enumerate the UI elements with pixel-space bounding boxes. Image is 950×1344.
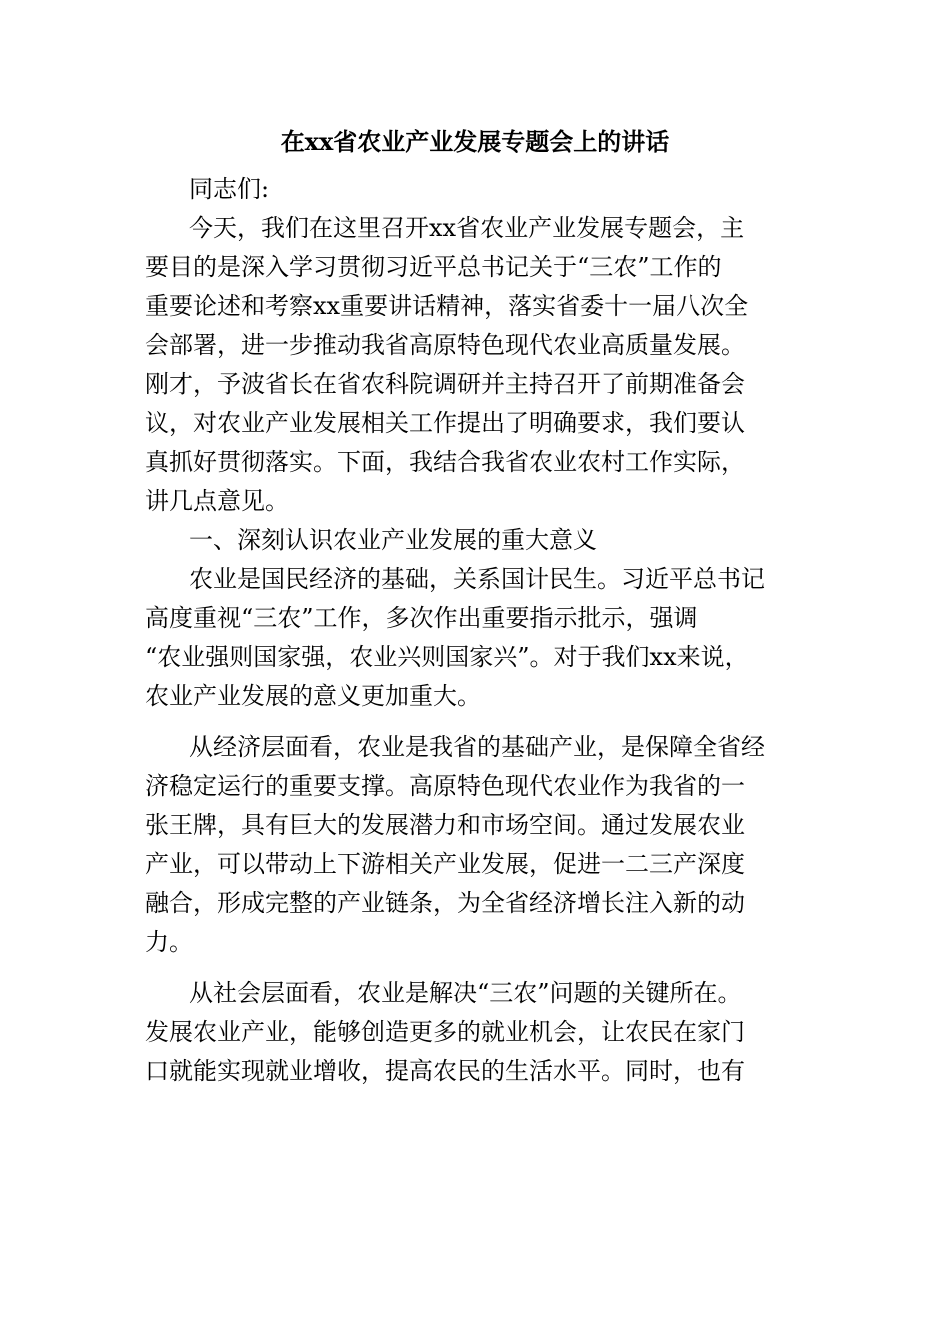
intro-line: 今天，我们在这里召开xx省农业产业发展专题会，主 bbox=[189, 214, 745, 242]
paragraph-line: 口就能实现就业增收，提高农民的生活水平。同时，也有 bbox=[145, 1057, 745, 1085]
paragraph-line: 从社会层面看，农业是解决“三农”问题的关键所在。 bbox=[189, 979, 742, 1007]
intro-line: 议，对农业产业发展相关工作提出了明确要求，我们要认 bbox=[145, 409, 745, 437]
document-title: 在xx省农业产业发展专题会上的讲话 bbox=[280, 127, 670, 156]
paragraph-line: 济稳定运行的重要支撑。高原特色现代农业作为我省的一 bbox=[145, 772, 745, 800]
paragraph-line: 高度重视“三农”工作，多次作出重要指示批示，强调 bbox=[145, 604, 698, 632]
intro-line: 刚才，予波省长在省农科院调研并主持召开了前期准备会 bbox=[145, 370, 745, 398]
paragraph-line: “农业强则国家强，农业兴则国家兴”。对于我们xx来说， bbox=[145, 643, 749, 671]
salutation: 同志们: bbox=[189, 175, 270, 203]
intro-line: 会部署，进一步推动我省高原特色现代农业高质量发展。 bbox=[145, 331, 745, 359]
paragraph-line: 农业是国民经济的基础，关系国计民生。习近平总书记 bbox=[189, 565, 765, 593]
paragraph-line: 发展农业产业，能够创造更多的就业机会，让农民在家门 bbox=[145, 1018, 745, 1046]
paragraph-spacer bbox=[145, 962, 805, 974]
intro-line: 要目的是深入学习贯彻习近平总书记关于“三农”工作的 bbox=[145, 253, 722, 281]
section-heading: 一、深刻认识农业产业发展的重大意义 bbox=[189, 526, 597, 554]
paragraph-line: 张王牌，具有巨大的发展潜力和市场空间。通过发展农业 bbox=[145, 811, 745, 839]
paragraph-line: 融合，形成完整的产业链条，为全省经济增长注入新的动 bbox=[145, 889, 745, 917]
paragraph-line: 力。 bbox=[145, 928, 193, 956]
intro-line: 真抓好贯彻落实。下面，我结合我省农业农村工作实际， bbox=[145, 448, 745, 476]
paragraph-line: 农业产业发展的意义更加重大。 bbox=[145, 682, 481, 710]
document-body bbox=[145, 170, 805, 1091]
paragraph-line: 产业，可以带动上下游相关产业发展，促进一二三产深度 bbox=[145, 850, 745, 878]
paragraph-line: 从经济层面看，农业是我省的基础产业，是保障全省经 bbox=[189, 733, 765, 761]
intro-line: 讲几点意见。 bbox=[145, 487, 289, 515]
intro-line: 重要论述和考察xx重要讲话精神，落实省委十一届八次全 bbox=[145, 292, 749, 320]
paragraph-spacer bbox=[145, 716, 805, 728]
